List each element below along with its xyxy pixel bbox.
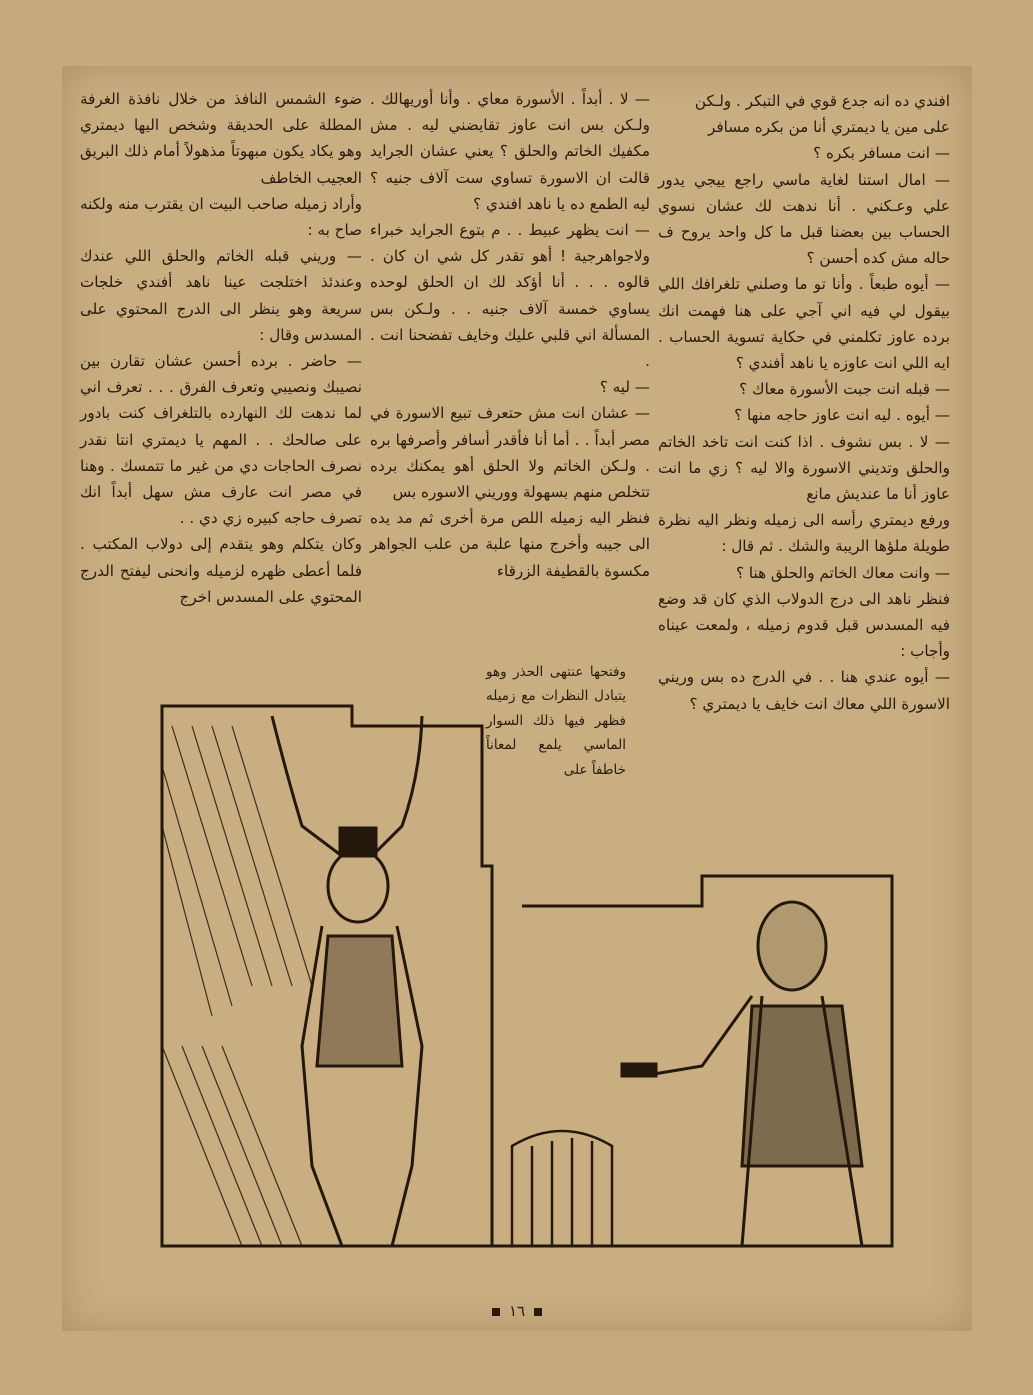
- paragraph: — أيوه طبعاً . وأنا تو ما وصلني تلغرافك اللي بيقول لي فيه اني آجي على هنا فهمت انك برده عاوز تكلمني في حكاية تسوية الحساب . ايه اللي انت عاوزه يا ناهد أفندي ؟: [658, 275, 950, 373]
- paragraph: — انت مسافر بكره ؟: [813, 144, 950, 163]
- page-number-mark-icon: [534, 1308, 542, 1316]
- paragraph: — أيوه . ليه انت عاوز حاجه منها ؟: [734, 406, 950, 425]
- paragraph: — انت يظهر عبيط . . م بتوع الجرايد خبراء ولاجواهرجية ! أهو تقدر كل شي ان كان . قالوه . . . أنا أؤكد لك ان الحلق لوحده يساوي خمسة آلاف جنيه . . ولـكن بس المسألة اني قلبي عليك وخايف تفضحنا انت . .: [370, 221, 650, 371]
- page-number-text: ١٦: [508, 1302, 526, 1320]
- paragraph: ضوء الشمس النافذ من خلال نافذة الغرفة المطلة على الحديقة وشخص اليها ديمتري وهو يكاد يكون مبهوتاً مذهولاً أمام ذلك البريق العجيب الخاطف: [80, 90, 362, 187]
- paragraph: — قبله انت جبت الأسورة معاك ؟: [739, 380, 950, 399]
- paragraph: وأراد زميله صاحب البيت ان يقترب منه ولكنه صاح به :: [80, 194, 362, 240]
- paragraph: فنظر اليه زميله اللص مرة أخرى ثم مد يده الى جيبه وأخرج منها علبة من علب الجواهر مكسوة بالقطيفة الزرقاء: [370, 509, 650, 580]
- paragraph: — حاضر . برده أحسن عشان تقارن بين نصيبك ونصيبي وتعرف الفرق . . . تعرف اني لما ندهت لك النهارده بالتلغراف كنت بادور على صالحك . . المهم يا ديمتري انتا نقدر نصرف الحاجات دي من غير ما تتمسك . وهنا في مصر انت عارف مش سهل أبداً انك تصرف حاجه كبيره زي دي . .: [80, 352, 362, 528]
- text-column-right: [658, 88, 950, 717]
- text-column-middle: [370, 86, 650, 584]
- paragraph: — لا . أبداً . الأسورة معاي . وأنا أوريهالك . ولـكن بس انت عاوز تقايضني ليه . مش مكفيك الخاتم والحلق ؟ يعني عشان الجرايد قالت ان الاسورة تساوي ست آلاف جنيه ؟ ليه الطمع ده يا ناهد افندي ؟: [370, 90, 650, 213]
- paragraph: — امال استنا لغاية ماسي راجع ييجي يدور علي وعـكني . أنا ندهت لك عشان نسوي الحساب بين بعضنا قبل ما كل واحد يروح ف حاله مش كده أحسن ؟: [658, 170, 950, 268]
- paragraph: — أيوه عندي هنا . . في الدرج ده بس وريني الاسورة اللي معاك انت خايف يا ديمتري ؟: [658, 668, 950, 713]
- page-number-mark-icon: [492, 1308, 500, 1316]
- paragraph: — ليه ؟: [599, 378, 650, 397]
- paragraph: فنظر ناهد الى درج الدولاب الذي كان قد وضع فيه المسدس قبل قدوم زميله ، ولمعت عيناه وأجاب :: [658, 589, 950, 661]
- man-with-pistol: [622, 902, 862, 1246]
- paragraph: — لا . بس نشوف . اذا كنت انت تاخد الخاتم والحلق وتديني الاسورة والا ليه ؟ زي ما انت عاوز أنا ما عنديش مانع: [658, 432, 950, 504]
- magazine-page: [62, 66, 972, 1331]
- paragraph: — وريني قبله الخاتم والحلق اللي عندك وعندئذ اختلجت عينا ناهد أفندي خلجات سريعة وهو ينظر الى الدرج المحتوي على المسدس وقال :: [80, 247, 362, 344]
- paragraph: — وانت معاك الخاتم والحلق هنا ؟: [735, 563, 950, 582]
- paragraph: وكان يتكلم وهو يتقدم إلى دولاب المكتب . فلما أعطى ظهره لزميله وانحنى ليفتح الدرج المحتوي على المسدس اخرج: [80, 535, 362, 606]
- story-illustration: [102, 686, 942, 1266]
- page-number: [62, 1302, 972, 1320]
- paragraph: على مين يا ديمتري أنا من بكره مسافر: [708, 118, 950, 137]
- text-column-left: [80, 86, 362, 610]
- paragraph: افندي ده انه جدع قوي في التبكر . ولـكن: [694, 92, 950, 110]
- paragraph: ورفع ديمتري رأسه الى زميله ونظر اليه نظرة طويلة ملؤها الريبة والشك . ثم قال :: [658, 511, 950, 556]
- man-raised-hands: [272, 716, 422, 1246]
- paragraph: وفتحها عنتهى الحذر وهو يتبادل النظرات مع زميله فظهر فيها ذلك السوار الماسي يلمع لمعاناً خاطفاً على: [486, 663, 626, 778]
- paragraph: — عشان انت مش حتعرف تبيع الاسورة في مصر أبداً . . أما أنا فأقدر أسافر وأصرفها بره . ولـكن الخاتم ولا الحلق أهو يمكنك برده تتخلص منهم بسهولة ووريني الاسوره بس: [370, 404, 650, 502]
